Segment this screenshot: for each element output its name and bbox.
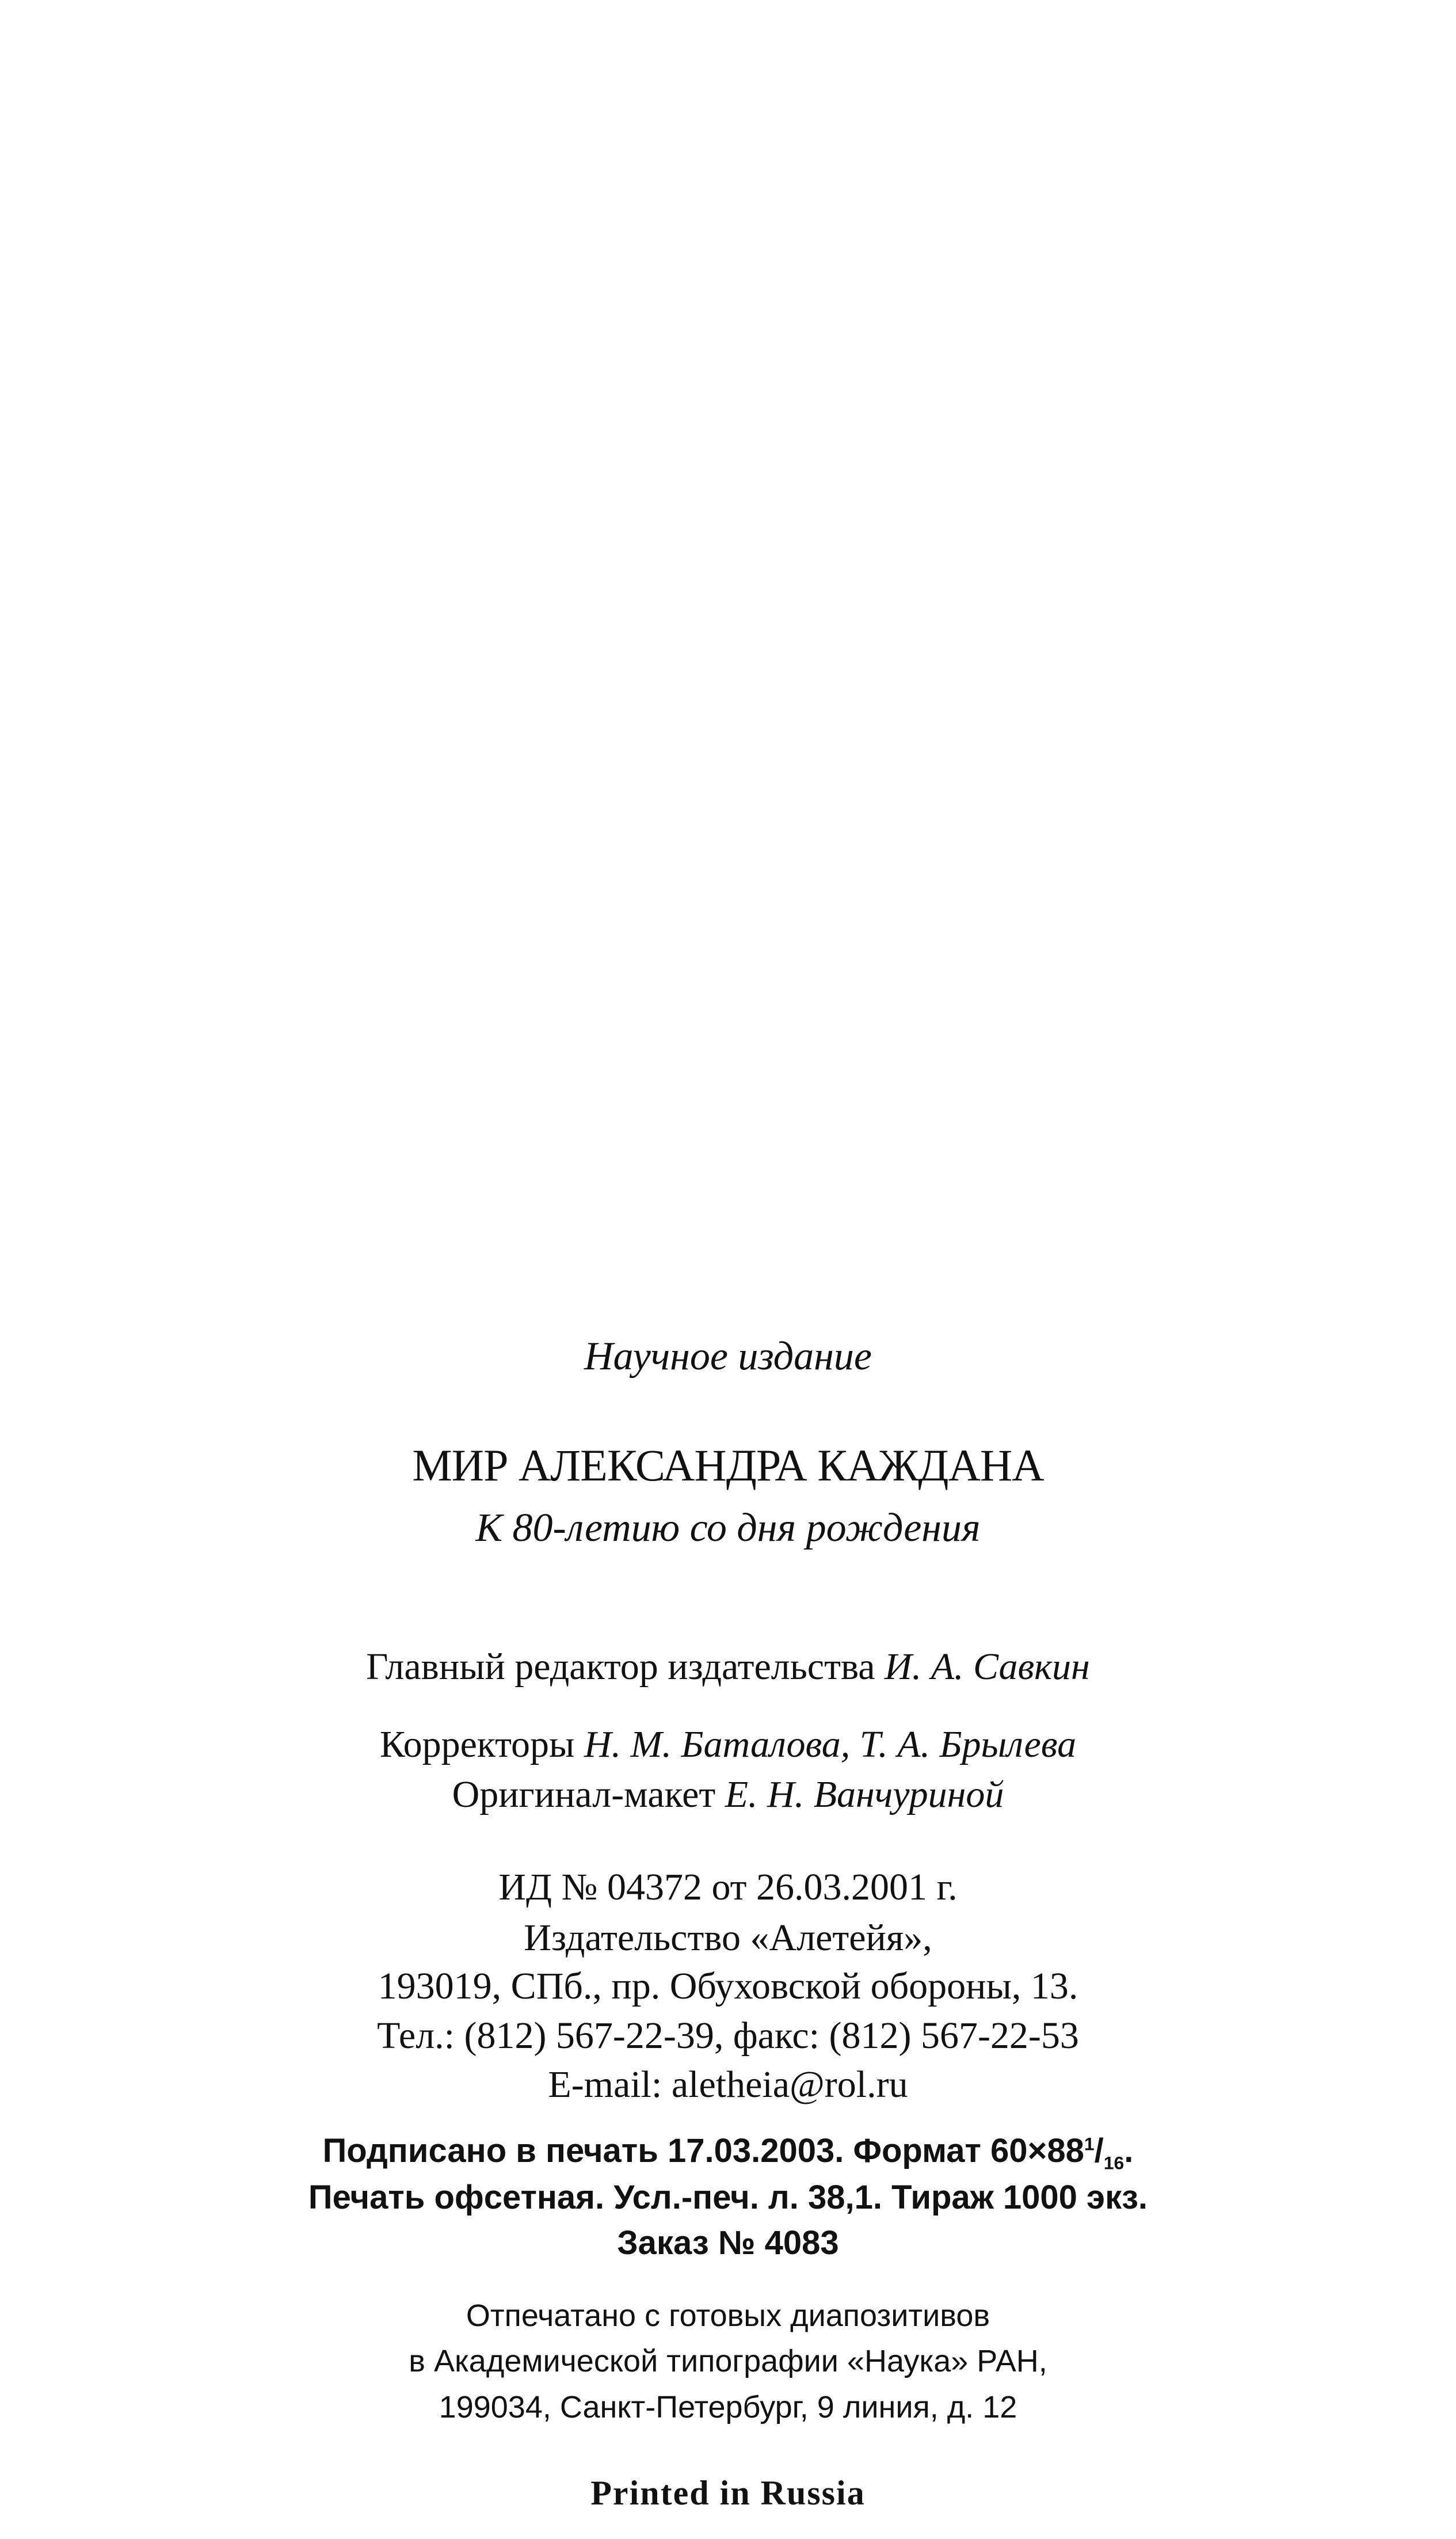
publisher-name: Издательство «Алетейя»,: [524, 1917, 932, 1959]
credit-proofreaders: [0, 1723, 1456, 1765]
printer-line-1: Отпечатано с готовых диапозитивов: [466, 2298, 990, 2333]
print-order-line: Заказ № 4083: [617, 2224, 839, 2262]
printer-line-3: 199034, Санкт-Петербург, 9 линия, д. 12: [439, 2390, 1017, 2424]
publisher-email: E-mail: aletheia@rol.ru: [548, 2064, 908, 2106]
printer-line-2: в Академической типографии «Наука» РАН,: [409, 2344, 1047, 2378]
print-signed-suffix: .: [1124, 2132, 1134, 2169]
print-type-line: Печать офсетная. Усл.-печ. л. 38,1. Тираж 1000 экз.: [308, 2179, 1148, 2216]
publisher-phone-fax: Тел.: (812) 567-22-39, факс: (812) 567-22-53: [377, 2015, 1079, 2057]
credit-layout: [0, 1773, 1456, 1815]
publisher-id: ИД № 04372 от 26.03.2001 г.: [498, 1866, 958, 1908]
format-slash: /: [1094, 2132, 1104, 2169]
format-numerator: 1: [1084, 2133, 1095, 2154]
credit-editor: [0, 1648, 1456, 1686]
format-denominator: 16: [1103, 2152, 1125, 2173]
publisher-address: 193019, СПб., пр. Обуховской обороны, 13.: [378, 1965, 1078, 2007]
proofreaders-names: Н. М. Баталова, Т. А. Брылева: [584, 1723, 1077, 1765]
editor-name: И. А. Савкин: [885, 1646, 1090, 1688]
print-signed-text: Подписано в печать 17.03.2003. Формат 60×88: [322, 2132, 1084, 2169]
book-subtitle: К 80-летию со дня рождения: [475, 1506, 981, 1550]
layout-label: Оригинал-макет: [452, 1773, 716, 1815]
editor-label: Главный редактор издательства: [366, 1646, 875, 1688]
printed-in-russia: Printed in Russia: [590, 2474, 866, 2512]
layout-name: Е. Н. Ванчуриной: [725, 1773, 1004, 1815]
proofreaders-label: Корректоры: [379, 1723, 575, 1765]
edition-type: Научное издание: [584, 1334, 872, 1379]
book-title: МИР АЛЕКСАНДРА КАЖДАНА: [412, 1440, 1044, 1490]
print-signed-line: [0, 2132, 1456, 2173]
